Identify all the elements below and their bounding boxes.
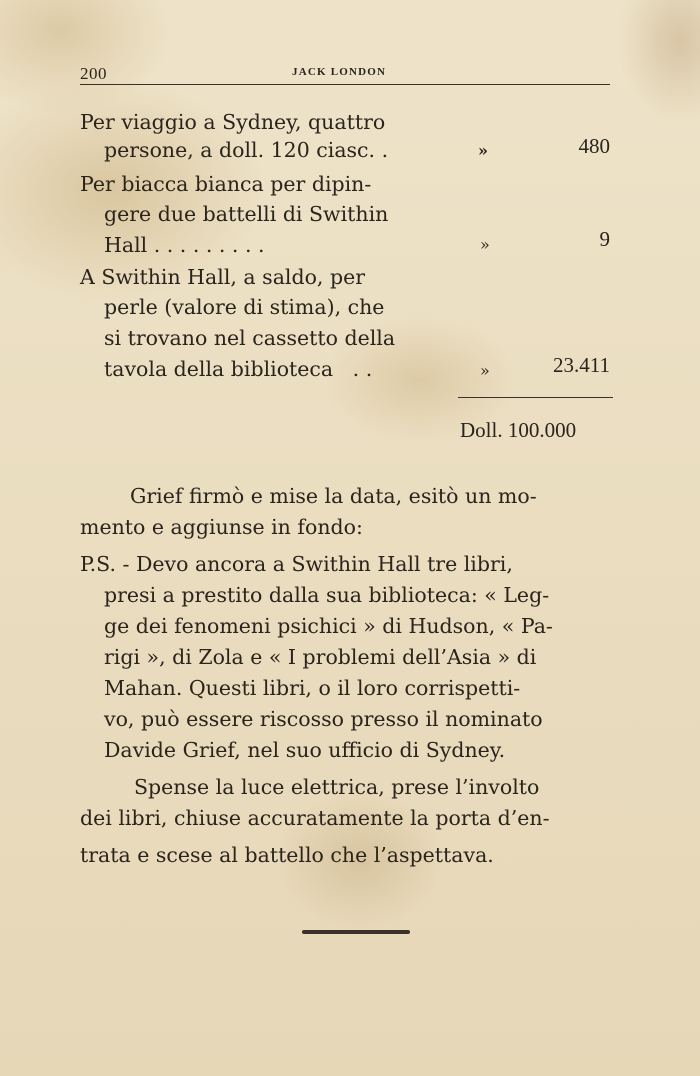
body-line-1: Grief firmò e mise la data, esitò un mo- — [130, 484, 537, 508]
body-line-8: vo, può essere riscosso presso il nominato — [104, 707, 543, 731]
ledger-entry-1-line-2: persone, a doll. 120 ciasc. . — [104, 138, 389, 162]
body-line-11: dei libri, chiuse accuratamente la porta d’en- — [80, 806, 550, 830]
page-number: 200 — [80, 64, 107, 83]
ledger-entry-1-amount: 480 — [578, 134, 610, 158]
ledger-entry-2-line-3: Hall . . . . . . . . . — [104, 233, 265, 257]
ledger-entry-3-line-2: perle (valore di stima), che — [104, 295, 385, 319]
running-head — [80, 60, 610, 85]
body-line-6: rigi », di Zola e « I problemi dell’Asia » di — [104, 645, 537, 669]
body-line-5: ge dei fenomeni psichici » di Hudson, « Pa- — [104, 614, 553, 638]
ledger-entry-2-line-1: Per biacca bianca per dipin- — [80, 172, 372, 196]
ledger-entry-3-marker: » — [480, 361, 490, 380]
body-line-12: trata e scese al battello che l’aspettava. — [80, 843, 494, 867]
body-line-7: Mahan. Questi libri, o il loro corrispetti- — [104, 676, 521, 700]
body-line-3: P.S. - Devo ancora a Swithin Hall tre libri, — [80, 552, 513, 576]
body-line-9: Davide Grief, nel suo ufficio di Sydney. — [104, 738, 506, 762]
body-line-2: mento e aggiunse in fondo: — [80, 515, 363, 539]
ledger-total: Doll. 100.000 — [460, 418, 577, 442]
ledger-entry-3-line-4: tavola della biblioteca . . — [104, 357, 373, 381]
body-line-10: Spense la luce elettrica, prese l’involto — [134, 775, 540, 799]
end-ornament-rule — [302, 930, 410, 934]
ledger-entry-2-amount: 9 — [599, 227, 610, 251]
ledger-entry-3-line-1: A Swithin Hall, a saldo, per — [80, 265, 366, 289]
ledger-entry-2-marker: » — [480, 235, 490, 254]
ledger-entry-1-marker: » — [478, 141, 488, 160]
body-line-4: presi a prestito dalla sua biblioteca: « Leg- — [104, 583, 550, 607]
sum-rule — [458, 397, 613, 398]
ledger-entry-3-line-3: si trovano nel cassetto della — [104, 326, 396, 350]
ledger-entry-3-amount: 23.411 — [553, 353, 610, 377]
running-head-title: JACK LONDON — [292, 66, 387, 78]
ledger-entry-1-line-1: Per viaggio a Sydney, quattro — [80, 110, 386, 134]
ledger-entry-2-line-2: gere due battelli di Swithin — [104, 202, 389, 226]
